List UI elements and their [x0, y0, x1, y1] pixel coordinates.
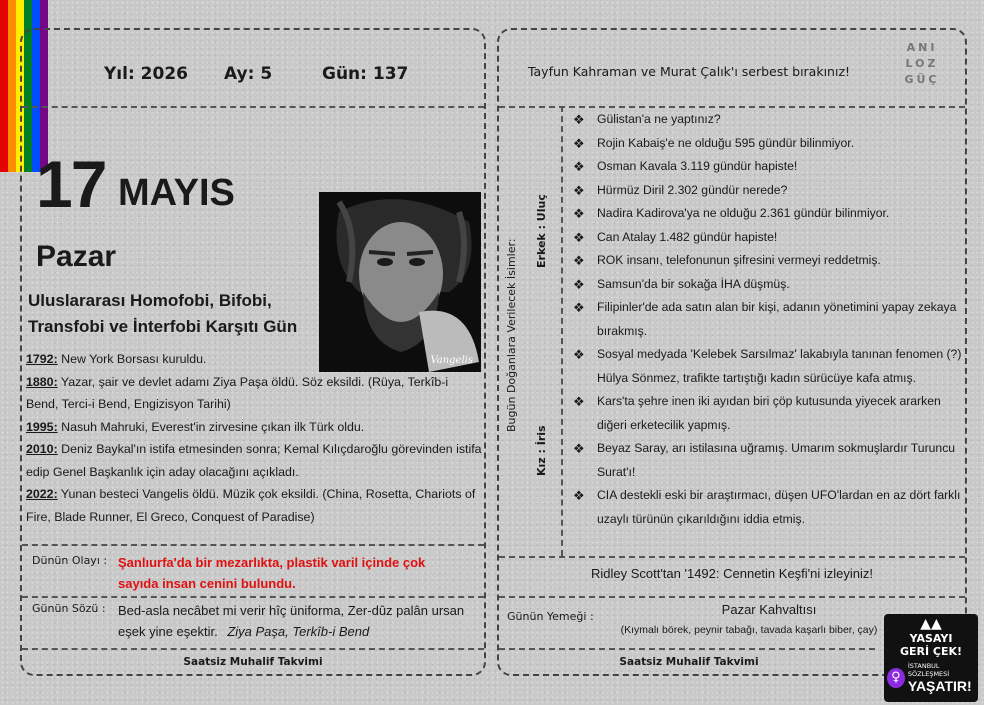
news-text: Filipinler'de ada satın alan bir kişi, adanın yönetimini yapay zekaya bırakmış. [597, 300, 957, 338]
news-text: Can Atalay 1.482 gündür hapiste! [597, 229, 778, 244]
yesterday-label: Dünün Olayı : [32, 554, 108, 567]
news-item [569, 202, 965, 226]
diamond-bullet-icon: ❖ [573, 253, 585, 268]
event-text: New York Borsası kuruldu. [57, 352, 207, 366]
diamond-bullet-icon: ❖ [573, 229, 585, 245]
news-item [569, 132, 965, 156]
diamond-bullet-icon: ❖ [573, 394, 585, 409]
news-item [569, 155, 965, 179]
diamond-bullet-icon: ❖ [573, 441, 585, 456]
news-item [569, 296, 965, 343]
diamond-bullet-icon: ❖ [573, 182, 585, 198]
diamond-bullet-icon: ❖ [573, 159, 585, 174]
quote-label: Günün Sözü : [32, 602, 106, 615]
badge-line: İSTANBUL SÖZLEŞMESİ [907, 662, 950, 678]
news-text: Hürmüz Diril 2.302 gündür nerede? [597, 182, 788, 197]
event-year: 2010: [26, 442, 58, 456]
yesterday-event: Şanlıurfa'da bir mezarlıkta, plastik varil içinde çok sayıda insan cenini bulundu. [118, 555, 426, 591]
badge-text-group [908, 662, 975, 694]
news-text: Rojin Kabaiş'e ne olduğu 595 gündür bilinmiyor. [597, 135, 855, 150]
diamond-bullet-icon: ❖ [573, 347, 585, 362]
top-message: Tayfun Kahraman ve Murat Çalık'ı serbest bırakınız! [527, 64, 851, 79]
divider [22, 648, 484, 650]
divider [499, 648, 875, 650]
event-text: Yunan besteci Vangelis öldü. Müzik çok eksildi. (China, Rosetta, Chariots of Fire, Blade Runner, El Greco, Conquest of Paradise) [26, 487, 476, 524]
date-header [104, 64, 408, 84]
event-item [26, 416, 482, 439]
day-number: 17 [36, 147, 106, 221]
history-events [26, 348, 482, 528]
meal-title: Pazar Kahvaltısı [721, 602, 817, 617]
news-item [569, 226, 965, 250]
diamond-bullet-icon: ❖ [573, 300, 585, 315]
diamond-bullet-icon: ❖ [573, 488, 585, 503]
news-item [569, 273, 965, 297]
month-label: Ay: 5 [224, 64, 273, 84]
special-day-title: Uluslararası Homofobi, Bifobi, Transfobi ve İnterfobi Karşıtı Gün [28, 291, 298, 336]
news-list [569, 108, 965, 531]
event-year: 1995: [26, 419, 58, 434]
news-item [569, 484, 965, 531]
flag-stripe-red [0, 0, 8, 172]
news-item [569, 108, 965, 132]
news-item [569, 343, 965, 390]
female-symbol-icon: ♀ [887, 668, 905, 688]
event-year: 1792: [26, 352, 58, 366]
news-text: CIA destekli eski bir araştırmacı, düşen UFO'lardan en az dört farklı uzaylı türünün çıkarıldığını iddia etmiş. [597, 488, 961, 526]
vangelis-photo [319, 192, 481, 372]
movie-suggestion: Ridley Scott'tan '1492: Cennetin Keşfi'ni izleyiniz! [590, 566, 874, 581]
meal-detail: (Kıymalı börek, peynir tabağı, tavada kaşarlı biber, çay) [620, 624, 878, 636]
month-name: MAYIS [118, 172, 235, 214]
news-text: Samsun'da bir sokağa İHA düşmüş. [597, 276, 790, 291]
quote-author: Ziya Paşa, Terkîb-i Bend [227, 624, 370, 639]
news-text: Gülistan'a ne yaptınız? [597, 112, 721, 126]
event-item [26, 348, 482, 371]
event-item [26, 371, 482, 416]
aniloz-guc-logo [899, 40, 945, 88]
divider [499, 556, 965, 558]
left-calendar-page [20, 28, 486, 676]
news-item [569, 179, 965, 203]
news-item [569, 249, 965, 273]
event-text: Nasuh Mahruki, Everest'in zirvesine çıkan ilk Türk oldu. [57, 419, 365, 434]
news-text: ROK insanı, telefonunun şifresini vermeyi reddetmiş. [597, 253, 881, 267]
divider [22, 544, 484, 546]
news-item [569, 437, 965, 484]
diamond-bullet-icon: ❖ [573, 112, 585, 127]
logo-line: ANI [906, 41, 938, 54]
quote-text: Bed-asla necâbet mi verir hîç üniforma, Zer-dûz palân ursan eşek yine eşektir. [118, 603, 465, 639]
flag-stripe-orange [8, 0, 16, 172]
names-title: Bugün Doğanlara Verilecek İsimler: [505, 238, 518, 432]
divider [22, 596, 484, 598]
day-of-year-label: Gün: 137 [322, 64, 409, 84]
event-year: 2022: [26, 487, 58, 501]
names-column-divider [561, 106, 563, 556]
istanbul-convention-badge [884, 614, 978, 702]
logo-line: LOZ [905, 57, 939, 70]
badge-line: YAŞATIR! [907, 678, 972, 694]
divider [22, 106, 484, 108]
event-text: Yazar, şair ve devlet adamı Ziya Paşa öldü. Söz eksildi. (Rüya, Terkîb-i Bend, Terci-i Bend, Engizisyon Tarihi) [26, 374, 449, 411]
badge-line: GERİ ÇEK! [899, 645, 963, 658]
weekday: Pazar [36, 240, 117, 273]
quote-block [118, 600, 478, 642]
news-item [569, 390, 965, 437]
diamond-bullet-icon: ❖ [573, 135, 585, 151]
cat-silhouette-icon: ▲▲ [920, 616, 942, 632]
event-item [26, 483, 482, 528]
logo-line: GÜÇ [904, 73, 940, 86]
news-text: Nadira Kadirova'ya ne olduğu 2.361 gündür bilinmiyor. [597, 206, 890, 220]
event-year: 1880: [26, 374, 58, 389]
right-footer: Saatsiz Muhalif Takvimi [619, 656, 759, 668]
event-text: Deniz Baykal'ın istifa etmesinden sonra; Kemal Kılıçdaroğlu görevinden istifa edip Genel Başkanlık için aday olacağını açıkladı. [26, 442, 482, 479]
diamond-bullet-icon: ❖ [573, 206, 585, 221]
divider [499, 596, 965, 598]
diamond-bullet-icon: ❖ [573, 276, 585, 292]
news-text: Osman Kavala 3.119 gündür hapiste! [597, 159, 798, 173]
female-name: Kız : İris [535, 425, 548, 476]
male-name: Erkek : Uluç [535, 194, 548, 268]
badge-line: YASAYI [909, 632, 953, 645]
news-text: Beyaz Saray, arı istilasına uğramış. Umarım sokmuşlardır Turuncu Surat'ı! [597, 441, 956, 479]
news-text: Sosyal medyada 'Kelebek Sarsılmaz' lakabıyla tanınan fenomen (?) Hülya Sönmez, trafikte tartıştığı kadın sürücüye kafa atmış. [597, 347, 962, 385]
badge-bottom [884, 662, 978, 694]
left-footer: Saatsiz Muhalif Takvimi [183, 656, 323, 668]
event-item [26, 438, 482, 483]
photo-caption: Vangelis [430, 355, 473, 366]
meal-label: Günün Yemeği : [507, 610, 594, 623]
right-calendar-page [497, 28, 967, 676]
year-label: Yıl: 2026 [104, 64, 188, 84]
news-text: Kars'ta şehre inen iki ayıdan biri çöp kutusunda yiyecek ararken diğeri erketecilik yapmış. [597, 394, 941, 432]
portrait-illustration [319, 192, 481, 372]
